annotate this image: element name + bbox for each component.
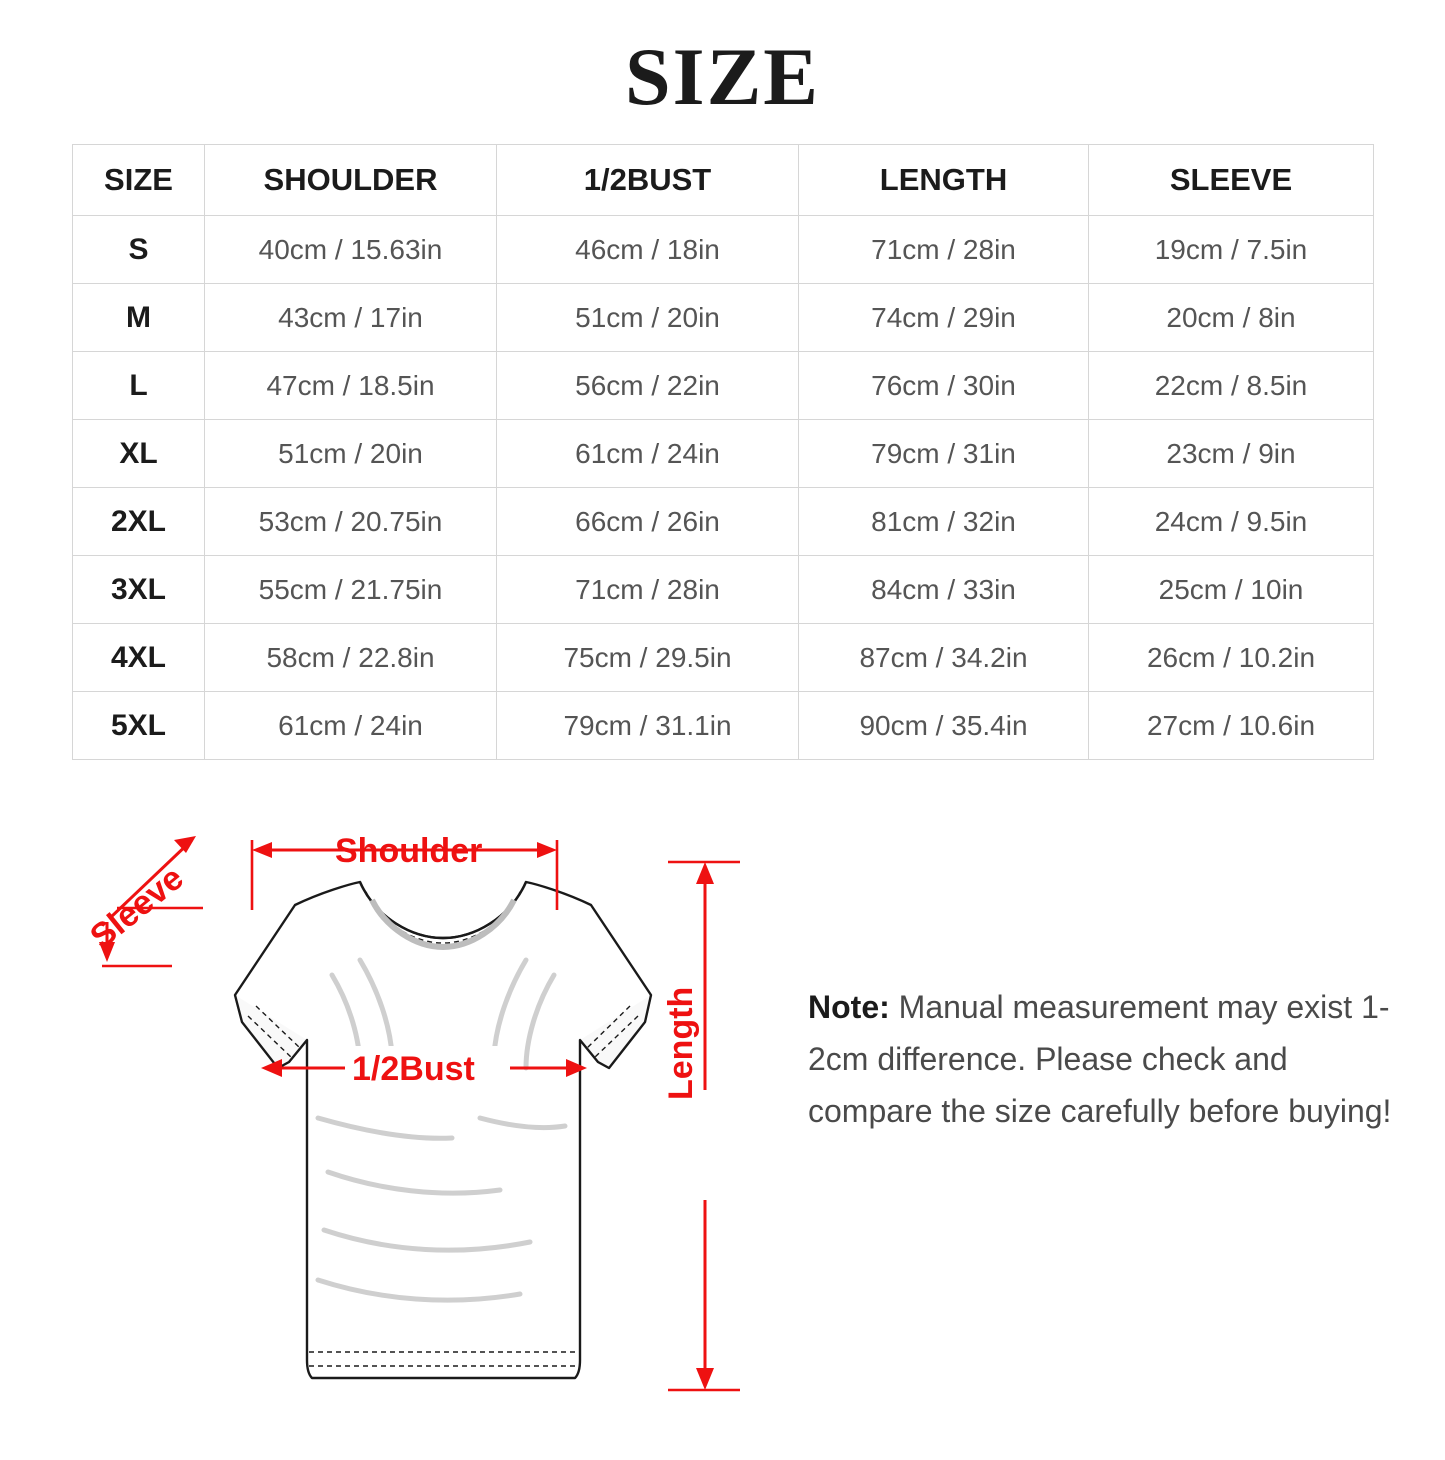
- column-header-shoulder: SHOULDER: [205, 145, 497, 216]
- cell-sleeve: 27cm / 10.6in: [1089, 692, 1374, 760]
- cell-length: 84cm / 33in: [799, 556, 1089, 624]
- cell-shoulder: 47cm / 18.5in: [205, 352, 497, 420]
- column-header-size: SIZE: [73, 145, 205, 216]
- note-label: Note:: [808, 989, 890, 1025]
- cell-bust: 75cm / 29.5in: [497, 624, 799, 692]
- cell-bust: 46cm / 18in: [497, 216, 799, 284]
- cell-size: 3XL: [73, 556, 205, 624]
- cell-size: 2XL: [73, 488, 205, 556]
- table-row: [73, 488, 1374, 556]
- cell-shoulder: 53cm / 20.75in: [205, 488, 497, 556]
- cell-size: XL: [73, 420, 205, 488]
- table-header-row: [73, 145, 1374, 216]
- column-header-length: LENGTH: [799, 145, 1089, 216]
- cell-length: 90cm / 35.4in: [799, 692, 1089, 760]
- bust-label: 1/2Bust: [352, 1050, 475, 1088]
- sleeve-label: Sleeve: [83, 858, 191, 957]
- cell-sleeve: 25cm / 10in: [1089, 556, 1374, 624]
- cell-bust: 79cm / 31.1in: [497, 692, 799, 760]
- cell-size: M: [73, 284, 205, 352]
- table-row: [73, 216, 1374, 284]
- cell-bust: 71cm / 28in: [497, 556, 799, 624]
- table-row: [73, 556, 1374, 624]
- cell-shoulder: 61cm / 24in: [205, 692, 497, 760]
- cell-length: 76cm / 30in: [799, 352, 1089, 420]
- page-title: SIZE: [625, 31, 820, 122]
- table-row: [73, 624, 1374, 692]
- tshirt-diagram: [60, 800, 800, 1460]
- cell-bust: 61cm / 24in: [497, 420, 799, 488]
- cell-sleeve: 22cm / 8.5in: [1089, 352, 1374, 420]
- size-table-container: [72, 144, 1373, 760]
- cell-shoulder: 43cm / 17in: [205, 284, 497, 352]
- cell-sleeve: 26cm / 10.2in: [1089, 624, 1374, 692]
- cell-bust: 66cm / 26in: [497, 488, 799, 556]
- cell-sleeve: 19cm / 7.5in: [1089, 216, 1374, 284]
- cell-length: 74cm / 29in: [799, 284, 1089, 352]
- cell-size: S: [73, 216, 205, 284]
- size-table: [72, 144, 1374, 760]
- cell-size: 4XL: [73, 624, 205, 692]
- tshirt-svg: [60, 800, 800, 1460]
- measurement-diagram-section: [0, 800, 1445, 1460]
- cell-shoulder: 51cm / 20in: [205, 420, 497, 488]
- cell-size: 5XL: [73, 692, 205, 760]
- column-header-bust: 1/2BUST: [497, 145, 799, 216]
- cell-bust: 51cm / 20in: [497, 284, 799, 352]
- cell-sleeve: 20cm / 8in: [1089, 284, 1374, 352]
- cell-length: 81cm / 32in: [799, 488, 1089, 556]
- cell-size: L: [73, 352, 205, 420]
- length-label-bg: [660, 1090, 716, 1200]
- cell-shoulder: 55cm / 21.75in: [205, 556, 497, 624]
- table-row: [73, 284, 1374, 352]
- cell-shoulder: 58cm / 22.8in: [205, 624, 497, 692]
- table-row: [73, 420, 1374, 488]
- tshirt-illustration: [235, 882, 651, 1378]
- table-row: [73, 692, 1374, 760]
- cell-bust: 56cm / 22in: [497, 352, 799, 420]
- column-header-sleeve: SLEEVE: [1089, 145, 1374, 216]
- cell-length: 87cm / 34.2in: [799, 624, 1089, 692]
- note-block: [808, 982, 1393, 1137]
- cell-length: 71cm / 28in: [799, 216, 1089, 284]
- table-row: [73, 352, 1374, 420]
- cell-length: 79cm / 31in: [799, 420, 1089, 488]
- length-label: Length: [662, 986, 700, 1100]
- note-text: Manual measurement may exist 1-2cm difference. Please check and compare the size carefully before buying!: [808, 989, 1392, 1129]
- cell-sleeve: 24cm / 9.5in: [1089, 488, 1374, 556]
- shoulder-label: Shoulder: [335, 832, 483, 870]
- cell-shoulder: 40cm / 15.63in: [205, 216, 497, 284]
- cell-sleeve: 23cm / 9in: [1089, 420, 1374, 488]
